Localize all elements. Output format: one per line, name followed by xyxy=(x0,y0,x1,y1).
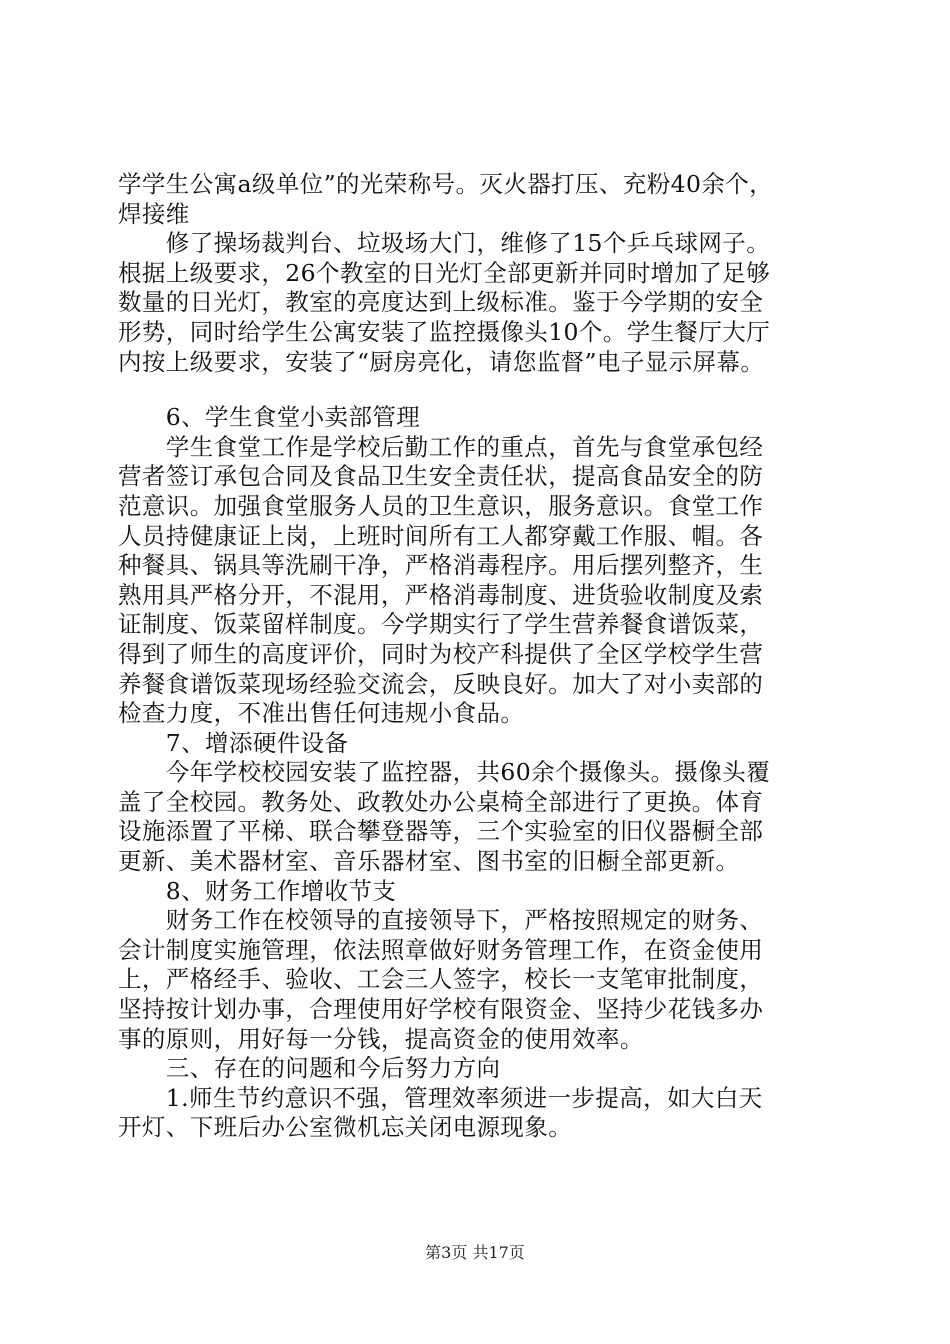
page-footer: 第3页 共17页 xyxy=(425,1243,525,1262)
text-line: 数量的日光灯，教室的亮度达到上级标准。鉴于今学期的安全 xyxy=(118,288,764,317)
text-line: 上，严格经手、验收、工会三人签字，校长一支笔审批制度， xyxy=(118,965,764,994)
text-line: 三、存在的问题和今后努力方向 xyxy=(118,1054,501,1083)
text-line: 学学生公寓a级单位”的光荣称号。灭火器打压、充粉40余个， xyxy=(118,170,774,198)
text-line: 养餐食谱饭菜现场经验交流会，反映良好。加大了对小卖部的 xyxy=(118,669,764,698)
text-line: 1.师生节约意识不强，管理效率须进一步提高，如大白天 xyxy=(118,1083,763,1112)
text-line: 事的原则，用好每一分钱，提高资金的使用效率。 xyxy=(118,1024,644,1053)
text-line: 内按上级要求，安装了“厨房亮化，请您监督”电子显示屏幕。 xyxy=(118,347,765,376)
text-line: 更新、美术器材室、音乐器材室、图书室的旧橱全部更新。 xyxy=(118,847,740,876)
text-line: 营者签订承包合同及食品卫生安全责任状，提高食品安全的防 xyxy=(118,462,764,491)
document-body xyxy=(118,170,838,1143)
text-line: 人员持健康证上岗，上班时间所有工人都穿戴工作服、帽。各 xyxy=(118,521,764,550)
text-line: 得到了师生的高度评价，同时为校产科提供了全区学校学生营 xyxy=(118,639,764,668)
text-line: 范意识。加强食堂服务人员的卫生意识，服务意识。食堂工作 xyxy=(118,491,764,520)
text-line: 根据上级要求，26个教室的日光灯全部更新并同时增加了足够 xyxy=(118,258,771,287)
paragraph-gap xyxy=(118,377,838,403)
text-line: 8、财务工作增收节支 xyxy=(118,876,397,905)
text-line: 开灯、下班后办公室微机忘关闭电源现象。 xyxy=(118,1113,573,1142)
paragraph-block-2 xyxy=(118,403,838,1143)
text-line: 证制度、饭菜留样制度。今学期实行了学生营养餐食谱饭菜， xyxy=(118,610,764,639)
text-line: 学生食堂工作是学校后勤工作的重点，首先与食堂承包经 xyxy=(118,432,764,461)
text-line: 设施添置了平梯、联合攀登器等，三个实验室的旧仪器橱全部 xyxy=(118,817,764,846)
text-line: 今年学校校园安装了监控器，共60余个摄像头。摄像头覆 xyxy=(118,758,771,787)
text-line: 修了操场裁判台、垃圾场大门，维修了15个乒乓球网子。 xyxy=(118,229,771,258)
text-line: 种餐具、锅具等洗刷干净，严格消毒程序。用后摆列整齐，生 xyxy=(118,551,764,580)
text-line: 坚持按计划办事，合理使用好学校有限资金、坚持少花钱多办 xyxy=(118,995,764,1024)
text-line: 检查力度，不准出售任何违规小食品。 xyxy=(118,699,525,728)
text-line: 6、学生食堂小卖部管理 xyxy=(118,403,421,432)
text-line: 财务工作在校领导的直接领导下，严格按照规定的财务、 xyxy=(118,906,764,935)
text-line: 熟用具严格分开，不混用，严格消毒制度、进货验收制度及索 xyxy=(118,580,764,609)
text-line: 会计制度实施管理，依法照章做好财务管理工作，在资金使用 xyxy=(118,935,764,964)
text-line: 7、增添硬件设备 xyxy=(118,728,349,757)
text-line: 形势，同时给学生公寓安装了监控摄像头10个。学生餐厅大厅 xyxy=(118,317,771,346)
text-line: 焊接维 xyxy=(118,199,190,228)
text-line: 盖了全校园。教务处、政教处办公桌椅全部进行了更换。体育 xyxy=(118,787,764,816)
paragraph-block-1 xyxy=(118,170,838,377)
